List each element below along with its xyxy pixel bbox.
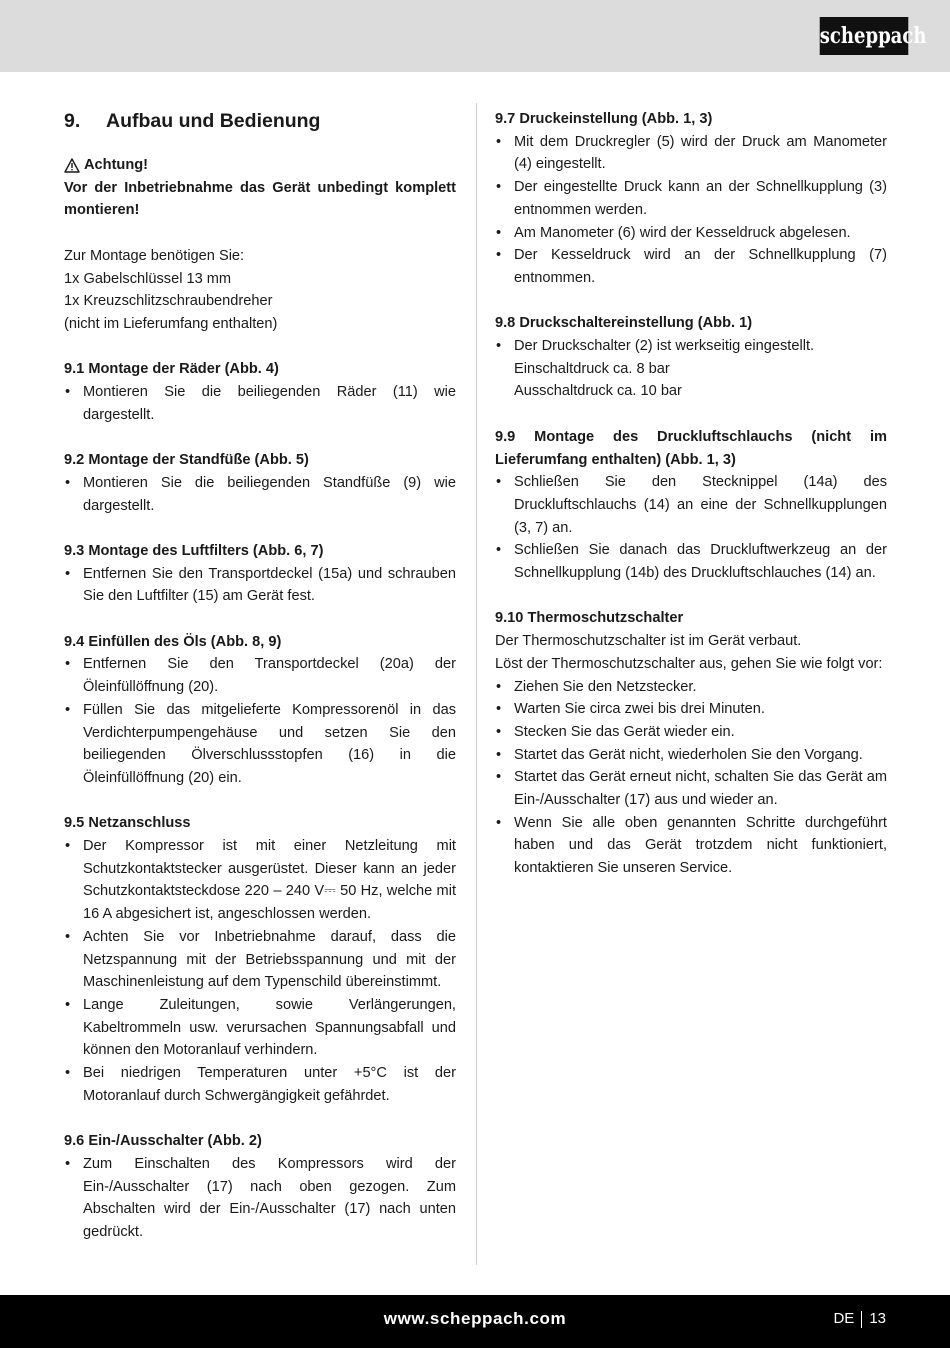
list-item: • Montieren Sie die beiliegenden Standfüße (9) wie dargestellt.: [64, 472, 456, 517]
scheppach-logo: scheppach: [820, 17, 909, 55]
website-link[interactable]: www.scheppach.com: [383, 1309, 567, 1328]
list-item: • Am Manometer (6) wird der Kesseldruck abgelesen.: [495, 222, 887, 245]
list-item: • Schließen Sie danach das Druckluftwerkzeug an der Schnellkupplung (14b) des Druckluftschlauches (14) an.: [495, 539, 887, 584]
list-item: • Lange Zuleitungen, sowie Verlängerungen, Kabeltrommeln usw. verursachen Spannungsabfall und können den Motoranlauf verhindern.: [64, 994, 456, 1062]
bullet-list: [64, 563, 456, 608]
list-item: • Mit dem Druckregler (5) wird der Druck am Manometer (4) eingestellt.: [495, 131, 887, 176]
page-indicator: [833, 1307, 886, 1331]
list-item: • Warten Sie circa zwei bis drei Minuten.: [495, 698, 887, 721]
bullet-list: [495, 471, 887, 585]
section-title-9-6: 9.6 Ein-/Ausschalter (Abb. 2): [64, 1133, 262, 1150]
section-title-9-3: 9.3 Montage des Luftfilters (Abb. 6, 7): [64, 542, 324, 559]
language-code: DE: [833, 1310, 855, 1327]
page-number: 13: [869, 1310, 886, 1327]
section-title-9-9: 9.9 Montage des Druckluftschlauchs (nicht im Lieferumfang enthalten) (Abb. 1, 3): [495, 428, 887, 468]
thermo-intro: Der Thermoschutzschalter ist im Gerät verbaut.: [495, 633, 802, 650]
bullet-list: [64, 653, 456, 789]
thermo-intro-2: Löst der Thermoschutzschalter aus, gehen Sie wie folgt vor:: [495, 655, 883, 672]
list-item: • Startet das Gerät nicht, wiederholen Sie den Vorgang.: [495, 744, 887, 767]
list-item: • Der eingestellte Druck kann an der Schnellkupplung (3) entnommen werden.: [495, 176, 887, 221]
list-item: • Der Kesseldruck wird an der Schnellkupplung (7) entnommen.: [495, 244, 887, 289]
section-title-9-7: 9.7 Druckeinstellung (Abb. 1, 3): [495, 111, 713, 127]
tools-line: 1x Kreuzschlitzschraubendreher: [64, 293, 273, 310]
column-divider: [476, 103, 477, 1265]
bullet-list: [64, 835, 456, 1107]
warning-label: Achtung!: [84, 157, 149, 173]
bullet-list: [495, 335, 887, 358]
list-item: • Schließen Sie den Stecknippel (14a) des Druckluftschlauchs (14) an eine der Schnellkupplungen (3, 7) an.: [495, 471, 887, 539]
list-item: • Füllen Sie das mitgelieferte Kompressorenöl in das Verdichterpumpengehäuse und setzen Sie den beiliegenden Ölverschlussstopfen (16) in die Öleinfüllöffnung (20) ein.: [64, 699, 456, 790]
warning-text: Vor der Inbetriebnahme das Gerät unbedingt komplett montieren!: [64, 179, 456, 219]
list-item: • Entfernen Sie den Transportdeckel (15a) und schrauben Sie den Luftfilter (15) am Gerät fest.: [64, 563, 456, 608]
list-item: • Zum Einschalten des Kompressors wird der Ein-/Ausschalter (17) nach oben gezogen. Zum Abschalten wird der Ein-/Ausschalter (17) nach unten gedrückt.: [64, 1153, 456, 1244]
section-title-9-4: 9.4 Einfüllen des Öls (Abb. 8, 9): [64, 633, 282, 650]
chapter-heading: [64, 108, 456, 134]
list-item: • Montieren Sie die beiliegenden Räder (11) wie dargestellt.: [64, 381, 456, 426]
list-item: • Der Druckschalter (2) ist werkseitig eingestellt.: [495, 335, 887, 358]
chapter-number: 9.: [64, 110, 81, 132]
list-item: • Achten Sie vor Inbetriebnahme darauf, dass die Netzspannung mit der Betriebsspannung und mit der Maschinenleistung auf dem Typenschild übereinstimmt.: [64, 926, 456, 994]
section-title-9-1: 9.1 Montage der Räder (Abb. 4): [64, 361, 279, 378]
section-title-9-8: 9.8 Druckschaltereinstellung (Abb. 1): [495, 315, 753, 332]
left-column: [64, 108, 456, 1244]
list-item: • Entfernen Sie den Transportdeckel (20a) der Öleinfüllöffnung (20).: [64, 653, 456, 698]
list-item: • Der Kompressor ist mit einer Netzleitung mit Schutzkontaktstecker ausgerüstet. Dieser kann an jeder Schutzkontaktsteckdose 220 – 240 V⎓ 50 Hz, welche mit 16 A abgesichert ist, angeschlossen werden.: [64, 835, 456, 926]
pressure-on-value: Einschaltdruck ca. 8 bar: [514, 360, 670, 377]
list-item: • Bei niedrigen Temperaturen unter +5°C ist der Motoranlauf durch Schwergängigkeit gefährdet.: [64, 1062, 456, 1107]
section-title-9-10: 9.10 Thermoschutzschalter: [495, 610, 684, 627]
warning-heading: [64, 154, 456, 177]
bullet-list: [64, 1153, 456, 1244]
list-item: • Startet das Gerät erneut nicht, schalten Sie das Gerät am Ein-/Ausschalter (17) aus und wieder an.: [495, 766, 887, 811]
pressure-off-value: Ausschaltdruck ca. 10 bar: [514, 383, 682, 400]
section-title-9-5: 9.5 Netzanschluss: [64, 815, 191, 832]
bullet-list: [495, 676, 887, 880]
warning-triangle-icon: [64, 158, 80, 173]
tools-intro: Zur Montage benötigen Sie:: [64, 247, 245, 264]
tools-line: (nicht im Lieferumfang enthalten): [64, 315, 278, 332]
list-item: • Stecken Sie das Gerät wieder ein.: [495, 721, 887, 744]
chapter-title: Aufbau und Bedienung: [106, 110, 321, 132]
bullet-list: [64, 472, 456, 517]
list-item: • Wenn Sie alle oben genannten Schritte durchgeführt haben und das Gerät trotzdem nicht funktioniert, kontaktieren Sie unseren Service.: [495, 812, 887, 880]
list-item: • Ziehen Sie den Netzstecker.: [495, 676, 887, 699]
section-title-9-2: 9.2 Montage der Standfüße (Abb. 5): [64, 452, 309, 469]
right-column: [495, 108, 887, 880]
tools-line: 1x Gabelschlüssel 13 mm: [64, 270, 232, 287]
bullet-list: [64, 381, 456, 426]
footer-separator: [861, 1311, 862, 1328]
bullet-list: [495, 131, 887, 290]
page-header: [0, 0, 950, 72]
